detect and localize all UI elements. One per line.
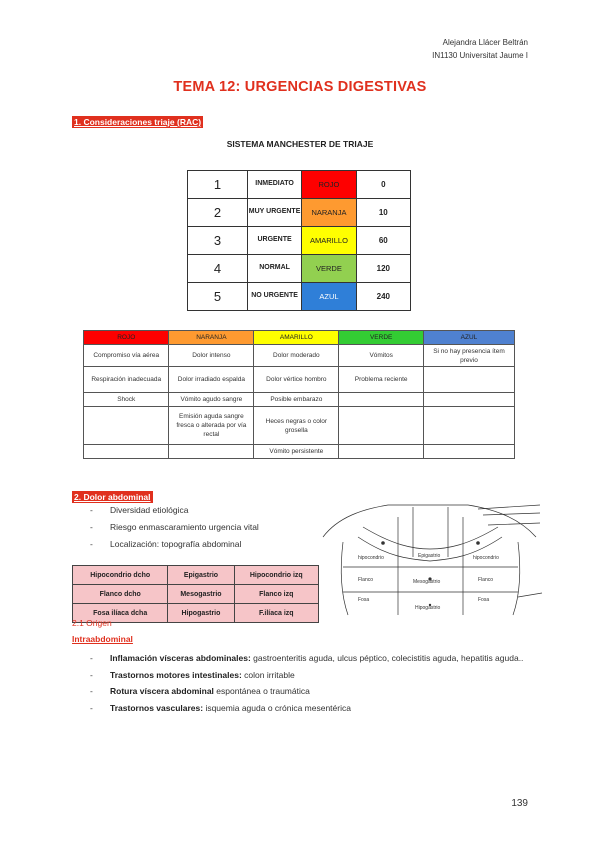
label-mesogastrio: Mesogastrio [413,579,441,585]
triage-level: URGENTE [247,227,301,255]
criteria-header: AZUL [423,331,514,345]
triage-row [188,255,411,283]
table-row [84,345,515,367]
triage-row [188,171,411,199]
triage-level: NO URGENTE [247,283,301,311]
list-item: - Diversidad etiológica [90,505,189,515]
triage-number: 2 [188,199,248,227]
table-row [73,566,319,585]
table-cell: Dolor irradiado espalda [169,367,254,393]
region-cell: Mesogastrio [168,585,234,604]
region-cell: Flanco dcho [73,585,168,604]
table-cell: Si no hay presencia ítem previo [423,345,514,367]
label-flanco-right: Flanco [358,577,374,583]
triage-row [188,199,411,227]
triage-color: NARANJA [302,199,356,227]
list-item: - Inflamación vísceras abdominales: gastroenteritis aguda, ulcus péptico, colecistitis aguda, hepatitis aguda.. [90,653,524,663]
triage-levels-table [187,170,411,311]
list-item: - Trastornos vasculares: isquemia aguda o crónica mesentérica [90,702,351,713]
triage-color: AMARILLO [302,227,356,255]
section1-heading: 1. Consideraciones triaje (RAC) [74,117,202,127]
page-header [432,36,528,62]
label-flanco-left: Flanco [478,577,494,583]
nipple-right [381,541,385,545]
criteria-header: ROJO [84,331,169,345]
list-item: - Riesgo enmascaramiento urgencia vital [90,522,259,532]
abdominal-regions-diagram [318,497,543,619]
region-cell: Fosa ilíaca dcha [73,604,168,623]
table-row [84,393,515,407]
origin-heading: 2.1 Origen [72,618,112,628]
label-hipocondrio-right: hipocondrio [358,555,384,561]
intraabdominal-subheading: Intraabdominal [72,634,133,644]
table-cell: Emisión aguda sangre fresca o alterada por vía rectal [169,407,254,445]
table-cell [423,393,514,407]
list-item: - Trastornos motores intestinales: colon irritable [90,669,295,680]
table-cell [339,393,424,407]
criteria-header: AMARILLO [254,331,339,345]
label-fosa-left: Fosa [478,597,490,603]
region-cell: Epigastrio [168,566,234,585]
abdominal-regions-table [72,565,319,623]
label-epigastrio: Epigastrio [418,553,441,559]
region-cell: F.ilíaca izq [234,604,318,623]
triage-number: 4 [188,255,248,283]
triage-minutes: 120 [356,255,410,283]
table-row [84,367,515,393]
region-cell: Hipogastrio [168,604,234,623]
triage-minutes: 240 [356,283,410,311]
author-name: Alejandra Llácer Beltrán [442,38,528,47]
triage-subtitle: SISTEMA MANCHESTER DE TRIAJE [226,139,374,149]
triage-number: 1 [188,171,248,199]
table-cell [423,367,514,393]
triage-level: INMEDIATO [247,171,301,199]
section2-bullets [90,505,259,556]
torso-right-side [513,542,520,615]
course-name: IN1130 Universitat Jaume I [432,51,528,60]
criteria-header: NARANJA [169,331,254,345]
table-row [73,585,319,604]
table-cell: Compromiso vía aérea [84,345,169,367]
table-cell: Vómitos [339,345,424,367]
torso-left-side [341,542,348,615]
region-cell: Flanco izq [234,585,318,604]
table-row [84,445,515,459]
triage-level: MUY URGENTE [247,199,301,227]
table-cell [423,445,514,459]
list-item: - Rotura víscera abdominal espontánea o traumática [90,686,310,696]
table-cell: Dolor vértice hombro [254,367,339,393]
triage-minutes: 60 [356,227,410,255]
table-cell: Vómito agudo sangre [169,393,254,407]
table-cell [84,445,169,459]
label-hipocondrio-left: hipocondrio [473,555,499,561]
table-cell [423,407,514,445]
triage-color: AZUL [302,283,356,311]
triage-number: 5 [188,283,248,311]
section2-heading: 2. Dolor abdominal [74,492,151,502]
table-cell: Respiración inadecuada [84,367,169,393]
table-cell [339,445,424,459]
triage-minutes: 0 [356,171,410,199]
triage-minutes: 10 [356,199,410,227]
origin-list [90,650,530,716]
region-cell: Hipocondrio izq [234,566,318,585]
triage-color: VERDE [302,255,356,283]
triage-number: 3 [188,227,248,255]
table-cell [339,407,424,445]
table-cell: Dolor moderado [254,345,339,367]
torso-shoulders [323,505,536,537]
table-cell: Shock [84,393,169,407]
criteria-header: VERDE [339,331,424,345]
table-cell: Problema reciente [339,367,424,393]
triage-row [188,283,411,311]
label-hipogastrio: Hipogastrio [415,605,441,611]
label-fosa-right: Fosa [358,597,370,603]
nipple-left [476,541,480,545]
table-cell: Heces negras o color grosella [254,407,339,445]
page-number: 139 [511,798,528,809]
table-cell: Vómito persistente [254,445,339,459]
table-cell: Dolor intenso [169,345,254,367]
triage-criteria-table [83,330,515,459]
table-cell [84,407,169,445]
triage-level: NORMAL [247,255,301,283]
region-cell: Hipocondrio dcho [73,566,168,585]
page-title: TEMA 12: URGENCIAS DIGESTIVAS [173,79,427,95]
triage-color: ROJO [302,171,356,199]
triage-row [188,227,411,255]
table-cell: Posible embarazo [254,393,339,407]
list-item: - Localización: topografía abdominal [90,539,242,549]
table-cell [169,445,254,459]
table-row [84,407,515,445]
